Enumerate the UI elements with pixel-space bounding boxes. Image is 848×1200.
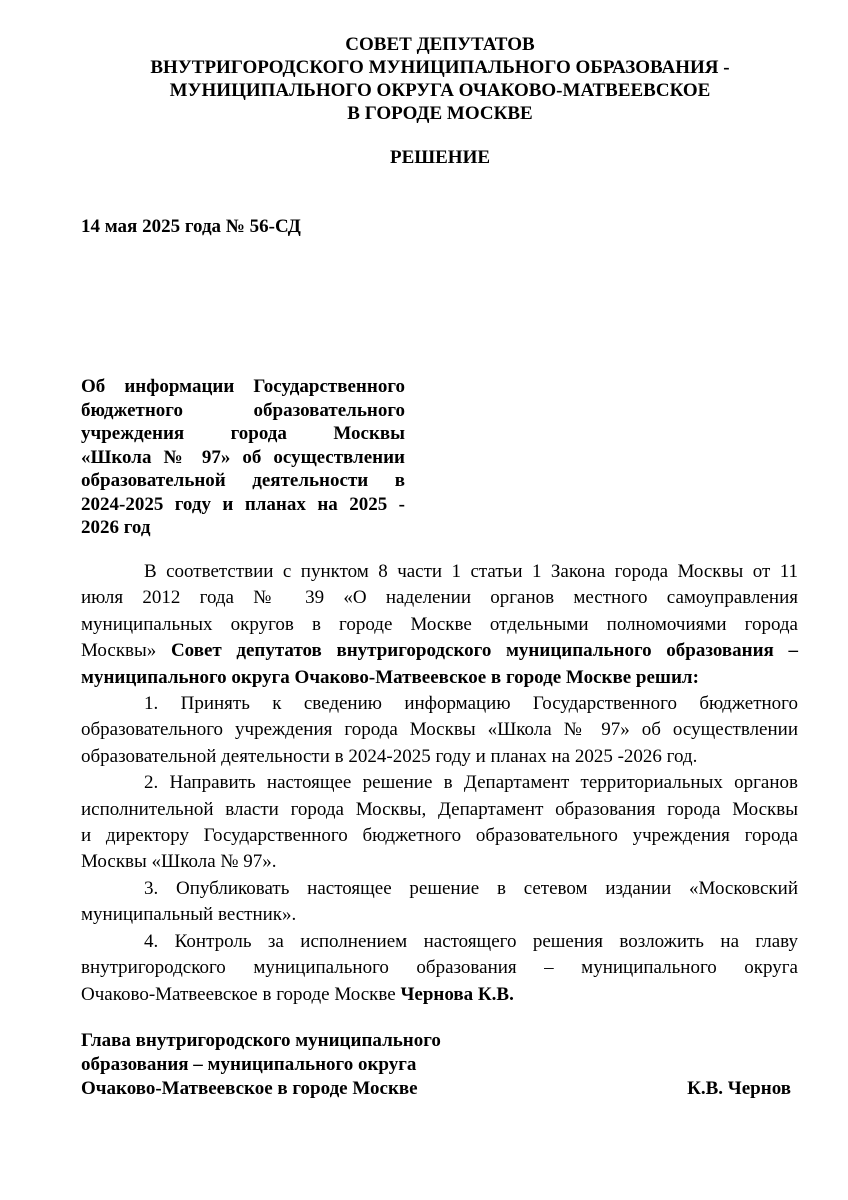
signature-line <box>81 1029 791 1053</box>
signature-title-line: Очаково-Матвеевское в городе Москве <box>81 1078 418 1099</box>
item-4-line <box>81 982 798 1008</box>
signature-block <box>81 1029 791 1101</box>
header-line-city: В ГОРОДЕ МОСКВЕ <box>347 103 533 124</box>
signature-line <box>81 1077 791 1101</box>
document-header <box>0 33 848 125</box>
decision-subject <box>81 375 405 540</box>
subject-line: образовательной деятельности в <box>81 470 405 491</box>
decision-date-number: 14 мая 2025 года № 56-СД <box>81 216 301 237</box>
subject-line: учреждения города Москвы <box>81 423 405 444</box>
item-3-line: муниципальный вестник». <box>81 904 297 926</box>
subject-line: Об информации Государственного <box>81 376 405 397</box>
header-line-district: МУНИЦИПАЛЬНОГО ОКРУГА ОЧАКОВО-МАТВЕЕВСКОЕ <box>169 80 711 101</box>
subject-line: 2026 год <box>81 517 151 538</box>
preamble-line <box>81 638 798 664</box>
preamble-regular-text: Москвы» <box>81 640 157 662</box>
item-1-line: образовательной деятельности в 2024-2025 году и планах на 2025 -2026 год. <box>81 745 698 767</box>
item-4-responsible-name: Чернова К.В. <box>400 983 514 1005</box>
item-2-line: и директору Государственного бюджетного образовательного учреждения города <box>81 825 798 847</box>
subject-line: «Школа № 97» об осуществлении <box>81 446 405 468</box>
signature-name: К.В. Чернов <box>687 1078 791 1099</box>
header-line-council: СОВЕТ ДЕПУТАТОВ <box>345 34 535 55</box>
signature-title-line: Глава внутригородского муниципального <box>81 1030 441 1051</box>
preamble-line: июля 2012 года № 39 «О наделении органов местного самоуправления <box>81 587 798 609</box>
subject-line: бюджетного образовательного <box>81 399 405 421</box>
preamble-bold-text: Совет депутатов внутригородского муниципального образования – <box>156 640 798 662</box>
item-2-line: 2. Направить настоящее решение в Департамент территориальных органов <box>144 772 798 794</box>
decision-title: РЕШЕНИЕ <box>389 147 491 168</box>
item-4-regular-text: Очаково-Матвеевское в городе Москве <box>81 983 401 1005</box>
preamble-line: В соответствии с пунктом 8 части 1 статьи 1 Закона города Москвы от 11 <box>144 561 798 582</box>
item-4-line: внутригородского муниципального образования – муниципального округа <box>81 957 798 979</box>
header-line-municipality: ВНУТРИГОРОДСКОГО МУНИЦИПАЛЬНОГО ОБРАЗОВАНИЯ - <box>150 57 730 78</box>
signature-line <box>81 1053 791 1077</box>
decision-body <box>81 559 798 1008</box>
preamble-line: муниципальных округов в городе Москве отдельными полномочиями города <box>81 613 798 635</box>
subject-line: 2024-2025 году и планах на 2025 - <box>81 493 405 515</box>
item-4-line: 4. Контроль за исполнением настоящего решения возложить на главу <box>144 930 798 952</box>
preamble-line <box>81 665 798 691</box>
item-1-line: 1. Принять к сведению информацию Государственного бюджетного <box>144 693 798 715</box>
item-3-line: 3. Опубликовать настоящее решение в сетевом издании «Московский <box>144 877 798 899</box>
item-2-line: исполнительной власти города Москвы, Департамент образования города Москвы <box>81 798 798 820</box>
item-2-line: Москвы «Школа № 97». <box>81 851 277 873</box>
signature-title-line: образования – муниципального округа <box>81 1054 417 1075</box>
item-1-line: образовательного учреждения города Москвы «Школа № 97» об осуществлении <box>81 719 798 741</box>
preamble-bold-text: муниципального округа Очаково-Матвеевское в городе Москве решил: <box>81 666 699 688</box>
